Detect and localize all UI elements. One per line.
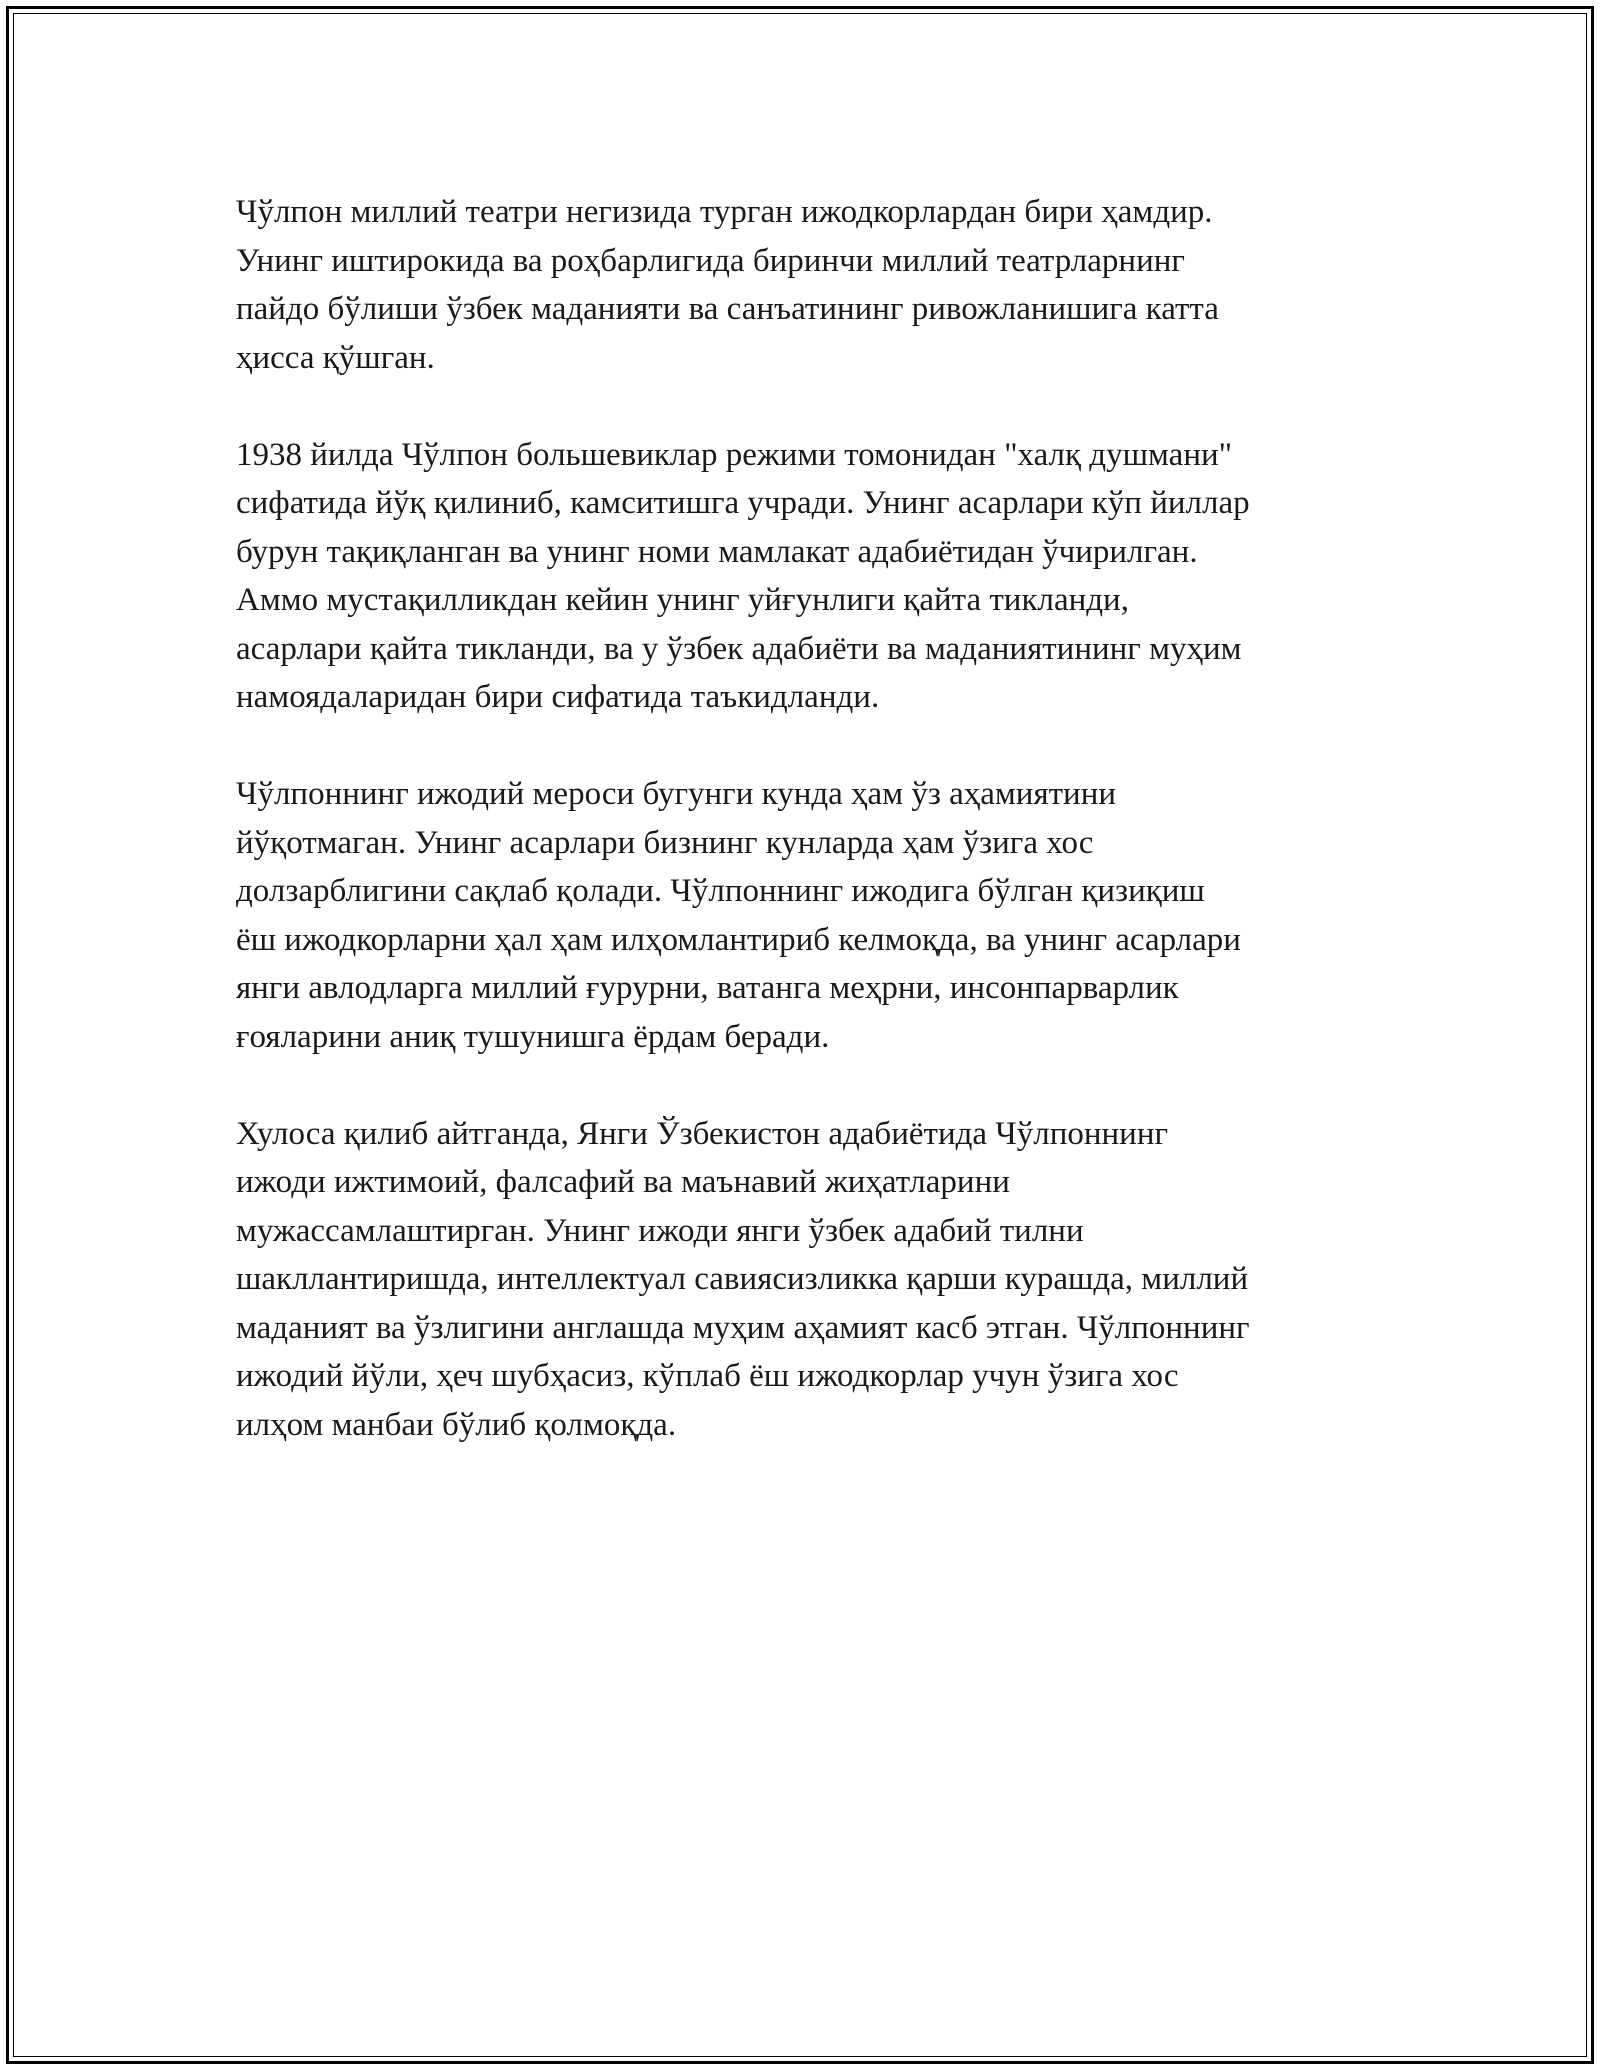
text-line: Аммо мустақилликдан кейин унинг уйғунлиги қайта тикланди, xyxy=(236,582,1129,618)
text-line: намоядаларидан бири сифатида таъкидланди. xyxy=(236,679,880,715)
text-line: 1938 йилда Чўлпон большевиклар режими томонидан "халқ душмани" xyxy=(236,436,1233,473)
text-line: ҳисса қўшган. xyxy=(236,339,435,376)
text-line: бурун тақиқланган ва унинг номи мамлакат адабиётидан ўчирилган. xyxy=(236,533,1198,570)
paragraph-3 xyxy=(236,770,1416,1061)
text-line: сифатида йўқ қилиниб, камситишга учради. Унинг асарлари кўп йиллар xyxy=(236,485,1250,521)
text-line: мужассамлаштирган. Унинг ижоди янги ўзбек адабий тилни xyxy=(236,1212,1084,1249)
text-line: Унинг иштирокида ва роҳбарлигида биринчи миллий театрларнинг xyxy=(236,242,1185,279)
text-line: ёш ижодкорларни ҳал ҳам илҳомлантириб келмоқда, ва унинг асарлари xyxy=(236,921,1241,958)
text-line: асарлари қайта тикланди, ва у ўзбек адабиёти ва маданиятининг муҳим xyxy=(236,630,1242,667)
text-line: маданият ва ўзлигини англашда муҳим аҳамият касб этган. Чўлпоннинг xyxy=(236,1309,1250,1346)
text-line: Хулоса қилиб айтганда, Янги Ўзбекистон адабиётида Чўлпоннинг xyxy=(236,1115,1169,1152)
document-body xyxy=(236,188,1416,1498)
text-line: Чўлпоннинг ижодий мероси бугунги кунда ҳам ўз аҳамиятини xyxy=(236,776,1117,812)
paragraph-2 xyxy=(236,431,1416,722)
paragraph-1 xyxy=(236,188,1416,382)
text-line: Чўлпон миллий театри негизида турган ижодкорлардан бири ҳамдир. xyxy=(236,194,1213,230)
text-line: шакллантиришда, интеллектуал савиясизликка қарши курашда, миллий xyxy=(236,1261,1249,1297)
text-line: йўқотмаган. Унинг асарлари бизнинг кунларда ҳам ўзига хос xyxy=(236,824,1094,861)
text-line: ғояларини аниқ тушунишга ёрдам беради. xyxy=(236,1018,830,1055)
text-line: илҳом манбаи бўлиб қолмоқда. xyxy=(236,1406,677,1443)
text-line: ижоди ижтимоий, фалсафий ва маънавий жиҳатларини xyxy=(236,1164,1010,1200)
text-line: пайдо бўлиши ўзбек маданияти ва санъатининг ривожланишига катта xyxy=(236,291,1219,327)
text-line: долзарблигини сақлаб қолади. Чўлпоннинг ижодига бўлган қизиқиш xyxy=(236,873,1205,909)
text-line: янги авлодларга миллий ғурурни, ватанга меҳрни, инсонпарварлик xyxy=(236,970,1179,1006)
text-line: ижодий йўли, ҳеч шубҳасиз, кўплаб ёш ижодкорлар учун ўзига хос xyxy=(236,1358,1179,1394)
paragraph-4 xyxy=(236,1110,1416,1450)
